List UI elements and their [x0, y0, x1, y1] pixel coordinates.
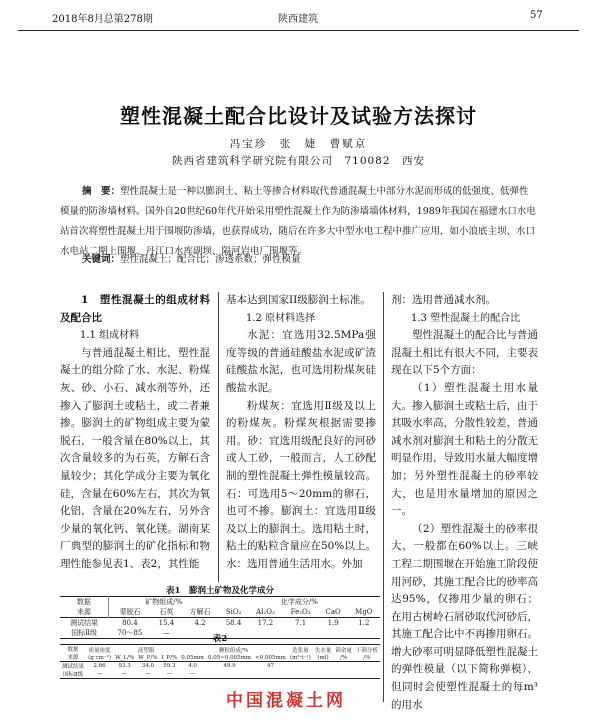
table-2-col: 液塑限	[137, 647, 155, 654]
table-1-col: 蒙脱石	[119, 608, 141, 616]
table-1-row-label: 国标Ⅱ级	[71, 629, 97, 637]
table-2-grid	[60, 644, 380, 679]
table-cell: 4.0	[188, 663, 197, 669]
table-cell	[288, 662, 313, 671]
table-1-col: CaO	[325, 608, 341, 616]
table-2-col: 颗粒组成/%	[219, 647, 249, 654]
table-cell	[354, 662, 380, 671]
table-cell	[333, 670, 354, 679]
header-rule	[18, 30, 579, 31]
table-cell: 49.9	[223, 663, 236, 669]
table-cell	[288, 670, 313, 679]
table-2-subcol: W_L/%	[115, 654, 135, 661]
table-1-col: SiO₂	[225, 608, 242, 616]
col3-paragraph-0: 剂：选用普通减水剂。	[391, 294, 496, 306]
table-2-subcol: W_P/%	[138, 654, 158, 661]
table-cell	[253, 670, 288, 679]
watermark: 中国混凝土网	[226, 691, 346, 711]
table-2-col: 筛余量	[335, 647, 352, 654]
journal-name: 陕西建筑	[278, 14, 318, 25]
table-cell: —	[166, 671, 173, 677]
table-2-subcol: I_P/%	[161, 654, 178, 661]
column-divider-1	[218, 292, 219, 582]
table-cell: 1.9	[327, 619, 339, 627]
col2-paragraph-1: 水泥：宜选用32.5MPa强度等级的普通硅酸盐水泥或矿渣硅酸盐水泥，也可选用粉煤灰硅酸盐水泥。	[226, 329, 376, 394]
table-cell: —	[96, 671, 103, 677]
table-cell	[333, 662, 354, 671]
table-cell: 7.1	[295, 619, 307, 627]
table-1-col: 石英	[159, 608, 174, 616]
table-1-group-2: 化学成分/%	[280, 598, 318, 606]
keywords-label: 关键词：	[82, 254, 121, 265]
column-1	[60, 292, 210, 574]
col3-paragraph-1: 塑性混凝土的配合比与普通混凝土相比有很大不同，主要表现在以下5个方面：	[391, 329, 538, 377]
table-2-subcol: (m³·t⁻¹)	[289, 654, 311, 661]
table-cell: —	[189, 671, 196, 677]
table-cell: 58.4	[225, 619, 242, 627]
column-3	[391, 292, 538, 714]
table-2-subcol: /%	[340, 654, 348, 661]
table-2	[60, 632, 380, 679]
table-row	[60, 670, 380, 679]
table-cell: 59.3	[163, 663, 176, 669]
table-cell: 70～85	[117, 629, 143, 637]
subsection-1-2-heading: 1.2 原材料选择	[246, 312, 316, 324]
table-2-caption: 表2	[212, 634, 228, 644]
table-1-group-1: 矿物组成/%	[145, 598, 183, 606]
col1-paragraph: 与普通混凝土相比，塑性混凝土的组分除了水、水泥、粉煤灰、砂、小石、减水剂等外，还掺入了膨润土或粘土，或二者兼掺。膨润土的矿物组成主要为蒙脱石，一般含量在80%以上，其次含量较多的为石英，方解石含量较少；其化学成分主要为氧化硅，含量在60%左右，其次为氧化铝，含量在20%左右，另外含少量的氧化钙、氧化镁。湖南某厂典型的膨润土的矿化指标和物理性能参见表1、表2，其性能	[60, 346, 210, 570]
col2-paragraph-2: 粉煤灰：宜选用Ⅱ级及以上的粉煤灰。粉煤灰根据需要掺用。砂：宜选用级配良好的河砂或人工砂，一般而言，人工砂配制的塑性混凝土弹性模量较高。石：可选用5～20mm的卵石，也可不掺。膨润土：宜选用Ⅱ级及以上的膨润土。选用粘土时，粘土的粘粒含量应在50%以上。水：选用普通生活用水。外加	[226, 399, 376, 570]
table-2-col: 干筛分析	[355, 647, 378, 654]
table-cell: 1.2	[358, 619, 370, 627]
table-1-rowhead-2: 来源	[76, 608, 91, 616]
subsection-1-1-heading: 1.1 组成材料	[80, 330, 140, 342]
paper-title: 塑性混凝土配合比设计及试验方法探讨	[120, 104, 477, 128]
authors: 冯宝珍 张 婕 曹赋京	[229, 138, 368, 150]
table-1-col: MgO	[355, 608, 373, 616]
issue-info: 2018年8月总第278期	[52, 14, 153, 25]
section-1-heading: 1 塑性混凝土的组成材料及配合比	[60, 294, 210, 324]
table-1-col: Fe₂O₃	[290, 608, 311, 616]
subsection-1-3-heading: 1.3 塑性混凝土的配合比	[411, 312, 521, 324]
table-1-col: 方解石	[189, 608, 211, 616]
col3-paragraph-3: （2）塑性混凝土的砂率很大，一般都在60%以上。三峡工程二期围堰在开始施工阶段使用河砂，其施工配合比的砂率高达95%，仅掺用少量的卵石；在用古树岭石屑砂取代河砂后，其施工配合比中不再掺用卵石。增大砂率可明显降低塑性混凝土的弹性模量（以下简称弹模），但同时会使塑性混凝土的每m³的用水	[391, 522, 538, 711]
table-cell: 15.4	[158, 619, 175, 627]
table-2-rowhead-2: 来源	[67, 655, 79, 661]
table-2-subcol: 0.05mm	[181, 654, 204, 661]
table-row	[60, 662, 380, 671]
table-cell: 2.66	[93, 663, 106, 669]
table-2-row-label: 国标Ⅱ级	[62, 672, 84, 678]
table-1-rowhead-1: 数据	[76, 598, 91, 606]
table-cell	[313, 670, 334, 679]
table-cell: 93.3	[118, 663, 131, 669]
abstract-text: 塑性混凝土是一种以膨润土、粘土等掺合材料取代普通混凝土中部分水泥而形成的低强度、低弹性模量的防渗墙材料。国外自20世纪60年代开始采用塑性混凝土作为防渗墙墙体材料，1989年我国在福建水口水电站首次将塑性混凝土用于围堰防渗墙，也获得成功，随后在许多大中型水电工程中推广应用，如小浪底主坝、水口水电站二期上围堰、丹江口水库副坝、隔河岩电厂围堰等。	[60, 186, 536, 257]
table-2-subcol: (g·cm⁻³)	[88, 654, 112, 661]
table-2-rowhead	[60, 645, 86, 662]
table-cell: —	[145, 671, 151, 677]
table-2-col: 质量密度	[88, 647, 111, 654]
column-2	[226, 292, 376, 574]
table-1	[60, 584, 380, 639]
table-cell	[313, 662, 334, 671]
table-cell	[206, 670, 253, 679]
table-cell: 80.4	[122, 619, 138, 627]
page-number: 57	[530, 10, 543, 21]
keywords	[60, 251, 538, 265]
col2-paragraph-0: 基本达到国家II级膨润土标准。	[226, 294, 371, 306]
table-1-caption: 表1 膨润土矿物及化学成分	[166, 586, 274, 596]
table-row	[60, 618, 380, 629]
table-1-col: Al₂O₃	[256, 608, 275, 616]
table-2-col: 造浆量	[292, 647, 309, 654]
table-2-subcol: /%	[363, 654, 371, 661]
affiliation: 陕西省建筑科学研究院有限公司 710082 西安	[171, 155, 426, 167]
table-cell: 34.0	[141, 663, 154, 669]
table-2-subcol: <0.005mm	[255, 654, 286, 661]
table-2-row-label: 测试结果	[62, 664, 85, 670]
table-1-row-label: 测试结果	[70, 619, 99, 627]
table-cell: 4.2	[194, 619, 206, 627]
col3-paragraph-2: （1）塑性混凝土用水量大。掺入膨润土或粘土后，由于其吸水率高，分散性较差，普通减水剂对膨润土和粘土的分散无明显作用，导致用水量大幅度增加；另外塑性混凝土的砂率较大，也是用水量增加的原因之一。	[391, 381, 538, 518]
abstract-label: 摘 要：	[82, 186, 121, 197]
table-2-subcol: 0.05~0.005mm	[207, 654, 252, 661]
column-divider-2	[383, 292, 384, 702]
table-cell	[354, 670, 380, 679]
table-1-rowhead	[60, 597, 108, 618]
table-2-col: 失水量	[314, 647, 332, 654]
table-cell: —	[162, 629, 170, 637]
table-cell: 17.2	[257, 619, 274, 627]
keywords-text: 塑性混凝土；配合比；渗透系数；弹性模量	[120, 254, 301, 265]
abstract	[60, 182, 538, 262]
table-2-subcol: (ml)	[317, 654, 329, 661]
table-cell: —	[121, 671, 128, 677]
table-2-rowhead-1: 数据	[67, 647, 79, 653]
table-cell: 47	[266, 663, 274, 669]
